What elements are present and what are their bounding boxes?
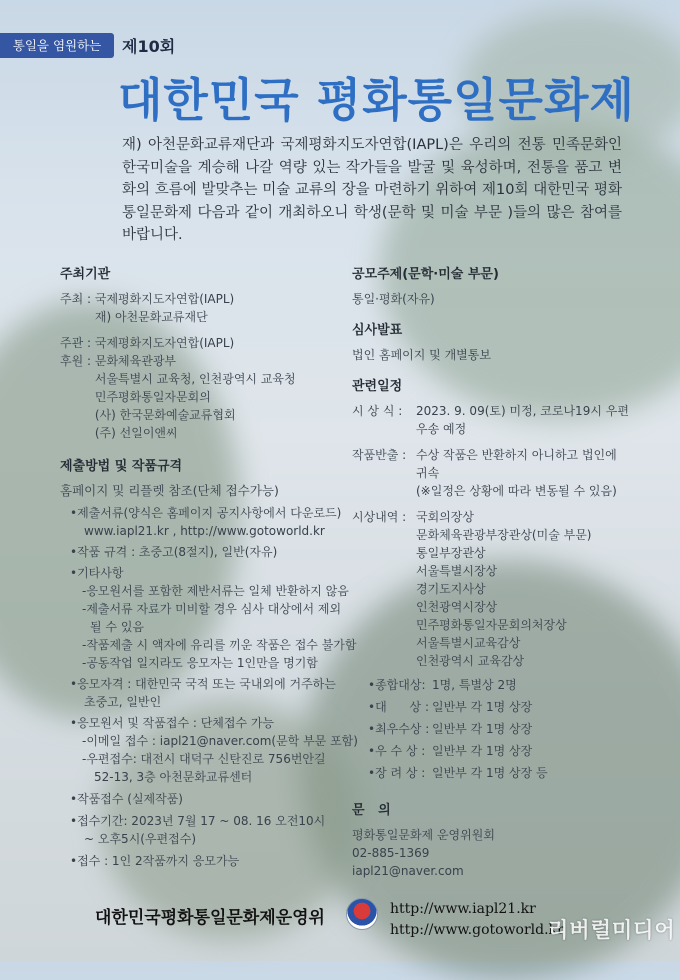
- emblem-icon: [346, 898, 378, 930]
- award-item: 통일부장관상: [416, 546, 486, 560]
- eligibility-detail: 초중고, 일반인: [84, 695, 162, 709]
- apply-post: -우편접수: 대전시 대덕구 신탄진로 756번안길: [82, 752, 326, 766]
- award-item: 민주평화통일자문회의처장상: [416, 618, 567, 632]
- apply-limit: •접수 : 1인 2작품까지 응모가능: [70, 854, 240, 868]
- award-item: 서울특별시교육감상: [416, 636, 521, 650]
- etc-title: •기타사항: [70, 566, 124, 580]
- prize-row: [352, 676, 642, 694]
- sponsor-row: [60, 352, 360, 442]
- etc-item: -제출서류 자료가 미비할 경우 심사 대상에서 제외: [82, 602, 342, 616]
- apply-email: -이메일 접수 : iapl21@naver.com(문학 부문 포함): [82, 734, 358, 748]
- theme-title: 공모주제(문학·미술 부문): [352, 267, 499, 282]
- judging-value: 법인 홈페이지 및 개별통보: [352, 348, 491, 362]
- main-title: 대한민국 평화통일문화제: [118, 73, 635, 127]
- prize-label: •최우수상 :: [368, 722, 434, 736]
- prize-value: 일반부 각 1명 상장: [432, 722, 533, 736]
- return-row: [352, 446, 642, 500]
- awards-label: 시상내역 :: [352, 510, 411, 524]
- left-column: [60, 266, 360, 870]
- ceremony-value: 2023. 9. 09(토) 미정, 코로나19시 우편: [416, 404, 629, 418]
- footer-urls: [390, 899, 564, 941]
- submission-size: •작품 규격 : 초중고(8절지), 일반(자유): [70, 545, 278, 559]
- theme-value: 통일·평화(자유): [352, 292, 435, 306]
- host-value: 국제평화지도자연합(IAPL): [94, 292, 235, 306]
- edition-label: 제10회: [122, 37, 176, 56]
- footer-org-name: 대한민국평화통일문화제운영위: [95, 908, 325, 928]
- host-row: [60, 290, 360, 326]
- etc-item: -공동작업 일지라도 응모자는 1인만을 명기함: [82, 656, 318, 670]
- manager-row: [60, 334, 360, 352]
- prize-row: [352, 764, 642, 782]
- award-item: 국회의장상: [416, 510, 474, 524]
- contact-email: iapl21@naver.com: [352, 864, 464, 878]
- apply-title: •응모원서 및 작품접수 : 단체접수 가능: [70, 716, 275, 730]
- prize-label: •우 수 상 :: [368, 744, 430, 758]
- prize-value: 일반부 각 1명 상장: [432, 700, 533, 714]
- sponsor-item: 문화체육관광부: [94, 354, 177, 368]
- prize-label: •종합대상:: [368, 678, 430, 692]
- ceremony-value: 우송 예정: [416, 422, 467, 436]
- sponsor-label: 후원 :: [60, 354, 95, 368]
- return-note: (※일정은 상황에 따라 변동될 수 있음): [416, 484, 617, 498]
- prize-label: •장 려 상 :: [368, 766, 430, 780]
- actual-work: •작품접수 (실제작품): [70, 792, 183, 806]
- manager-label: 주관 :: [60, 336, 95, 350]
- etc-item: 될 수 있음: [90, 620, 144, 634]
- award-item: 인천광역시장상: [416, 600, 498, 614]
- right-column: [352, 266, 642, 880]
- apply-period: •접수기간: 2023년 7월 17 ~ 08. 16 오전10시: [70, 814, 326, 828]
- watermark: 리버럴미디어: [548, 918, 676, 942]
- ceremony-row: [352, 402, 642, 438]
- host-label: 주최 :: [60, 292, 95, 306]
- eligibility: •응모자격 : 대한민국 국적 또는 국내외에 거주하는: [70, 677, 336, 691]
- etc-item: -응모원서를 포함한 제반서류는 일체 반환하지 않음: [82, 584, 349, 598]
- award-item: 인천광역시 교육감상: [416, 654, 525, 668]
- awards-row: [352, 508, 642, 670]
- submission-title: 제출방법 및 작품규격: [60, 459, 183, 474]
- prize-row: [352, 698, 642, 716]
- etc-item: -작품제출 시 액자에 유리를 끼운 작품은 접수 불가함: [82, 638, 357, 652]
- submission-docs: •제출서류(양식은 홈페이지 공지사항에서 다운로드): [70, 506, 342, 520]
- prize-row: [352, 720, 642, 738]
- apply-period-detail: ~ 오후5시(우편접수): [84, 832, 197, 846]
- apply-post-address: 52-13, 3층 아천문화교류센터: [94, 770, 253, 784]
- prize-row: [352, 742, 642, 760]
- sponsor-item: 민주평화통일자문회의: [94, 390, 211, 404]
- intro-paragraph: 재) 아천문화교류재단과 국제평화지도자연합(IAPL)은 우리의 전통 민족문화인 한국미술을 계승해 나갈 역량 있는 작가들을 발굴 및 육성하며, 전통을 품고 변화의 흐름에 발맞추는 미술 교류의 장을 마련하기 위하여 제10회 대한민국 평화통일문화제 다음과 같이 개최하오니 학생(문학 및 미술 부문 )들의 많은 참여를 바랍니다.: [122, 137, 622, 243]
- prize-value: 일반부 각 1명 상장: [432, 744, 533, 758]
- submission-method: 홈페이지 및 리플렛 참조(단체 접수가능): [60, 483, 279, 498]
- return-label: 작품반출 :: [352, 448, 411, 462]
- prize-value: 일반부 각 1명 상장 등: [432, 766, 548, 780]
- judging-title: 심사발표: [352, 323, 403, 338]
- prize-label: •대 상 :: [368, 700, 433, 714]
- return-value: 수상 작품은 반환하지 아니하고 법인에: [416, 448, 617, 462]
- submission-urls: www.iapl21.kr , http://www.gotoworld.kr: [84, 524, 325, 538]
- footer-url-link[interactable]: http://www.iapl21.kr: [390, 901, 536, 917]
- schedule-title: 관련일정: [352, 379, 403, 394]
- award-item: 경기도지사상: [416, 582, 486, 596]
- sponsor-item: (주) 선일이앤씨: [94, 426, 178, 440]
- manager-value: 국제평화지도자연합(IAPL): [94, 336, 235, 350]
- contact-phone: 02-885-1369: [352, 846, 430, 860]
- prize-value: 1명, 특별상 2명: [432, 678, 517, 692]
- footer-url-link[interactable]: http://www.gotoworld.kr: [390, 922, 564, 938]
- contact-title: 문 의: [352, 803, 391, 818]
- host-value: 재) 아천문화교류재단: [94, 310, 208, 324]
- kicker-badge: 통일을 염원하는: [0, 33, 114, 58]
- return-value: 귀속: [416, 466, 440, 480]
- contact-org: 평화통일문화제 운영위원회: [352, 828, 495, 842]
- organizers-title: 주최기관: [60, 267, 111, 282]
- award-item: 서울특별시장상: [416, 564, 498, 578]
- sponsor-item: 서울특별시 교육청, 인천광역시 교육청: [94, 372, 296, 386]
- award-item: 문화체육관광부장관상(미술 부문): [416, 528, 592, 542]
- sponsor-item: (사) 한국문화예술교류협회: [94, 408, 236, 422]
- ceremony-label: 시 상 식 :: [352, 404, 407, 418]
